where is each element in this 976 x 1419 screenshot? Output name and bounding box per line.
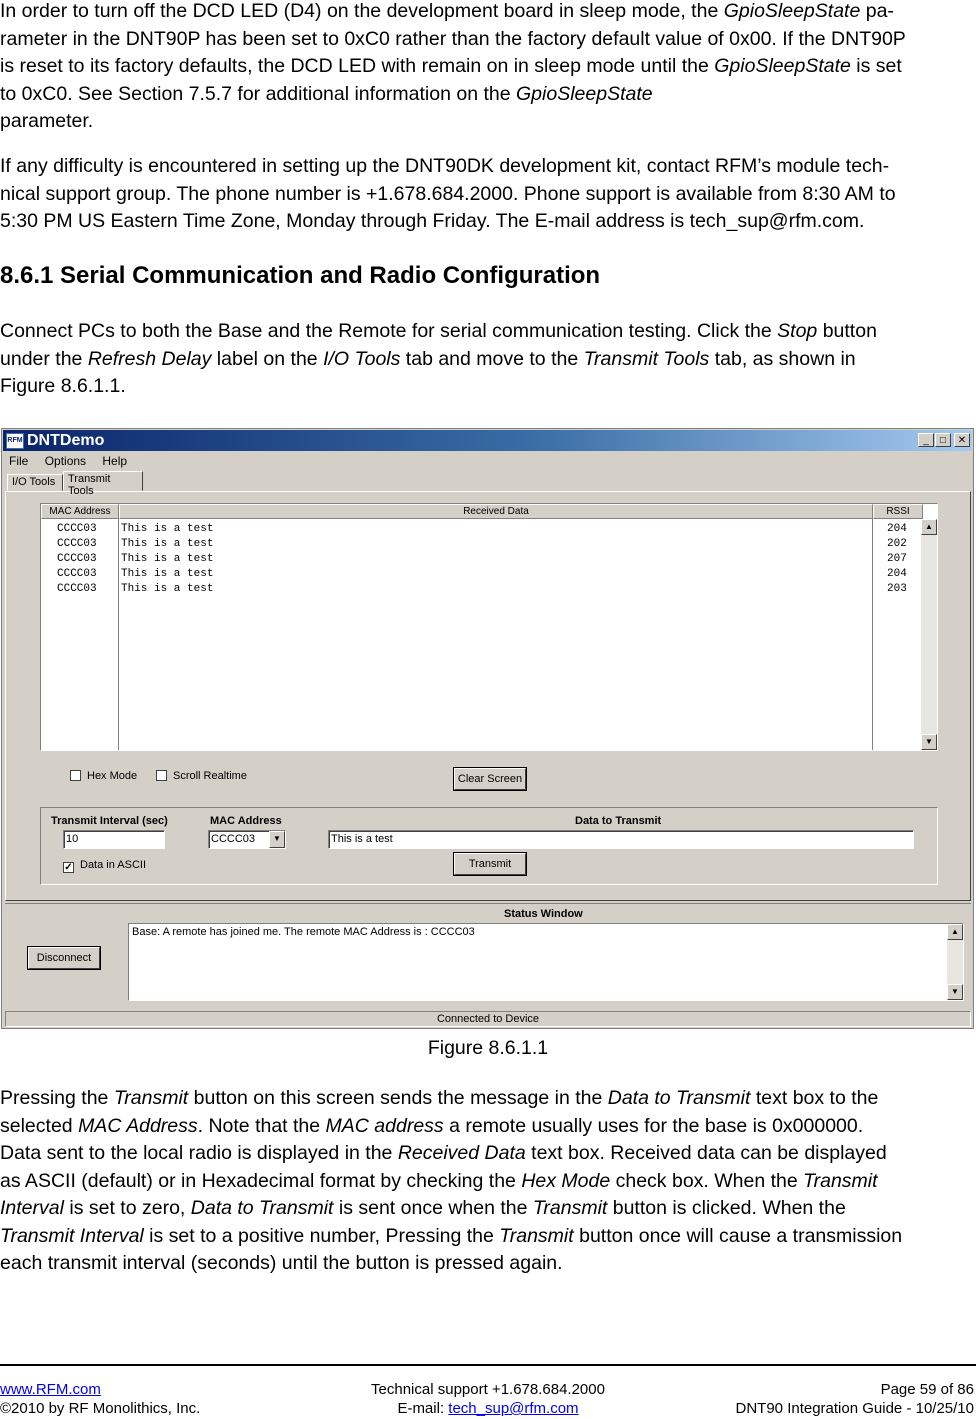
text-segment: Transmit <box>803 1169 878 1192</box>
text-segment: is set <box>850 55 902 77</box>
mac-cell: CCCC03 <box>57 583 97 595</box>
text-segment: tab, as shown in <box>709 347 856 370</box>
column-header-received-data[interactable]: Received Data <box>119 504 873 519</box>
text-segment: Pressing the <box>0 1087 114 1109</box>
close-icon[interactable]: ✕ <box>954 433 970 447</box>
menu-help[interactable]: Help <box>102 454 128 468</box>
text-segment: is sent once when the <box>333 1197 533 1219</box>
status-window[interactable] <box>128 923 964 1001</box>
text-segment: Figure 8.6.1.1. <box>0 375 126 397</box>
text-segment: Transmit Tools <box>583 347 710 370</box>
text-segment: tab and move to the <box>400 347 584 370</box>
text-segment: Refresh Delay <box>87 347 212 370</box>
column-header-rssi[interactable]: RSSI <box>873 504 923 519</box>
text-segment: to 0xC0. See Section 7.5.7 for additional information on the <box>0 82 516 105</box>
text-segment: Data to Transmit <box>190 1197 334 1219</box>
received-data-grid[interactable] <box>40 503 938 751</box>
copyright: ©2010 by RF Monolithics, Inc. <box>0 1400 201 1417</box>
mac-cell: CCCC03 <box>57 523 97 535</box>
text-segment: nical support group. The phone number is +1.678.684.2000. Phone support is available from 8:30 AM to <box>0 182 896 205</box>
text-segment: a remote usually uses for the base is 0x000000. <box>443 1114 864 1137</box>
mac-cell: CCCC03 <box>57 538 97 550</box>
menu-bar <box>9 454 140 468</box>
column-header-mac[interactable]: MAC Address <box>41 504 119 519</box>
checkbox-box[interactable] <box>156 770 167 781</box>
text-segment: GpioSleepState <box>516 82 653 105</box>
text-segment: 5:30 PM US Eastern Time Zone, Monday through Friday. The E-mail address is tech_sup@rfm.com. <box>0 210 865 232</box>
dntdemo-window <box>1 428 974 1029</box>
figure-caption: Figure 8.6.1.1 <box>427 1037 549 1059</box>
text-segment: Transmit <box>113 1087 189 1109</box>
text-segment: MAC address <box>325 1114 444 1137</box>
text-segment: button on this screen sends the message in the <box>188 1087 608 1109</box>
rssi-cell: 207 <box>887 553 907 565</box>
text-segment: text box to the <box>750 1087 879 1109</box>
text-segment: Connect PCs to both the Base and the Remote for serial communication testing. Click the <box>0 320 778 342</box>
status-scrollbar[interactable] <box>947 924 963 1000</box>
text-segment: GpioSleepState <box>714 55 851 77</box>
rfm-logo-icon: RFM <box>6 433 24 449</box>
text-segment: each transmit interval (seconds) until the button is pressed again. <box>0 1252 563 1274</box>
scroll-down-icon[interactable]: ▼ <box>921 734 937 750</box>
tab-io-tools[interactable]: I/O Tools <box>7 474 63 491</box>
text-segment: MAC Address <box>78 1114 198 1137</box>
menu-file[interactable]: File <box>9 454 29 468</box>
text-segment: Stop <box>777 320 818 342</box>
transmit-button[interactable]: Transmit <box>454 853 526 875</box>
grid-scrollbar[interactable] <box>921 519 937 750</box>
data-to-transmit-label: Data to Transmit <box>575 815 662 827</box>
rssi-cell: 203 <box>887 583 907 595</box>
text-segment: is reset to its factory defaults, the DCD LED with remain on in sleep mode until the <box>0 55 715 77</box>
divider <box>5 903 971 904</box>
column-divider <box>872 519 873 750</box>
text-segment: parameter. <box>0 110 94 132</box>
status-message: Base: A remote has joined me. The remote MAC Address is : CCCC03 <box>132 926 475 938</box>
text-segment: In order to turn off the DCD LED (D4) on the development board in sleep mode, the <box>0 0 724 22</box>
column-divider <box>118 519 119 750</box>
scroll-up-icon[interactable]: ▲ <box>947 924 963 940</box>
document-title: DNT90 Integration Guide - 10/25/10 <box>735 1400 974 1417</box>
text-segment: as ASCII (default) or in Hexadecimal format by checking the <box>0 1169 522 1192</box>
connection-status-bar: Connected to Device <box>5 1011 971 1027</box>
text-segment: GpioSleepState <box>723 0 861 22</box>
transmit-explanation-paragraph <box>0 1085 970 1278</box>
scroll-realtime-checkbox[interactable] <box>156 770 247 783</box>
checkbox-box[interactable] <box>70 770 81 781</box>
received-data-cell: This is a test <box>121 523 214 535</box>
rssi-cell: 202 <box>887 538 907 550</box>
disconnect-button[interactable]: Disconnect <box>28 947 100 969</box>
rssi-cell: 204 <box>887 523 907 535</box>
text-segment: label on the <box>211 347 324 370</box>
text-segment: button <box>817 320 877 342</box>
check-icon[interactable]: ✓ <box>64 862 73 873</box>
text-segment: pa- <box>860 0 894 22</box>
mac-address-value: CCCC03 <box>211 833 256 845</box>
scroll-realtime-label: Scroll Realtime <box>173 770 247 782</box>
intro-paragraph <box>0 0 970 136</box>
data-in-ascii-checkbox[interactable] <box>63 859 146 873</box>
page-number: Page 59 of 86 <box>880 1381 974 1398</box>
text-segment: text box. Received data can be displayed <box>525 1142 887 1164</box>
title-bar <box>3 430 972 451</box>
email-label: E-mail: <box>397 1400 449 1417</box>
text-segment: Transmit <box>499 1224 574 1247</box>
text-segment: under the <box>0 347 88 370</box>
menu-options[interactable]: Options <box>44 454 87 468</box>
text-segment: is set to zero, <box>63 1197 191 1219</box>
text-segment: check box. When the <box>610 1169 804 1192</box>
mac-cell: CCCC03 <box>57 568 97 580</box>
received-data-cell: This is a test <box>121 568 214 580</box>
received-data-cell: This is a test <box>121 553 214 565</box>
data-to-transmit-input[interactable]: This is a test <box>328 830 914 849</box>
mac-address-select[interactable] <box>208 830 286 849</box>
data-in-ascii-label: Data in ASCII <box>80 859 147 871</box>
tab-transmit-tools[interactable]: Transmit Tools <box>63 471 143 491</box>
mac-address-label: MAC Address <box>210 815 282 827</box>
hex-mode-checkbox[interactable] <box>70 770 137 783</box>
received-data-cell: This is a test <box>121 583 214 595</box>
scroll-up-icon[interactable]: ▲ <box>921 519 937 535</box>
mac-cell: CCCC03 <box>57 553 97 565</box>
received-data-cell: This is a test <box>121 538 214 550</box>
text-segment: Received Data <box>397 1142 526 1164</box>
text-segment: selected <box>0 1114 79 1137</box>
text-segment: Transmit Interval <box>0 1224 144 1247</box>
text-segment: If any difficulty is encountered in setting up the DNT90DK development kit, contact RFM’s module tech- <box>0 155 890 177</box>
support-phone: Technical support +1.678.684.2000 <box>371 1381 605 1398</box>
text-segment: Data sent to the local radio is displayed in the <box>0 1142 398 1164</box>
footer-rule <box>0 1364 976 1366</box>
email-link[interactable]: tech_sup@rfm.com <box>448 1400 579 1417</box>
transmit-interval-label: Transmit Interval (sec) <box>51 815 168 827</box>
text-segment: . Note that the <box>197 1114 326 1137</box>
website-link[interactable]: www.RFM.com <box>0 1381 101 1398</box>
transmit-interval-input[interactable]: 10 <box>63 830 165 849</box>
section-heading: 8.6.1 Serial Communication and Radio Configuration <box>0 262 601 289</box>
chevron-down-icon[interactable]: ▼ <box>269 831 285 848</box>
rssi-cell: 204 <box>887 568 907 580</box>
text-segment: I/O Tools <box>323 347 401 370</box>
window-title: DNTDemo <box>27 432 105 449</box>
scroll-down-icon[interactable]: ▼ <box>947 984 963 1000</box>
text-segment: button once will cause a transmission <box>573 1224 903 1247</box>
support-paragraph <box>0 153 970 236</box>
text-segment: Data to Transmit <box>607 1087 751 1109</box>
text-segment: Transmit <box>532 1197 608 1219</box>
hex-mode-label: Hex Mode <box>87 770 138 782</box>
text-segment: Interval <box>0 1197 64 1219</box>
text-segment: Hex Mode <box>521 1169 611 1192</box>
text-segment: rameter in the DNT90P has been set to 0xC0 rather than the factory default value of 0x00. If the DNT90P <box>0 27 906 50</box>
text-segment: button is clicked. When the <box>607 1197 846 1219</box>
clear-screen-button[interactable]: Clear Screen <box>454 768 526 790</box>
maximize-icon[interactable]: □ <box>935 433 951 447</box>
status-window-label: Status Window <box>504 908 583 920</box>
instructions-paragraph <box>0 318 970 401</box>
text-segment: is set to a positive number, Pressing the <box>143 1224 500 1247</box>
minimize-icon[interactable]: _ <box>918 433 934 447</box>
